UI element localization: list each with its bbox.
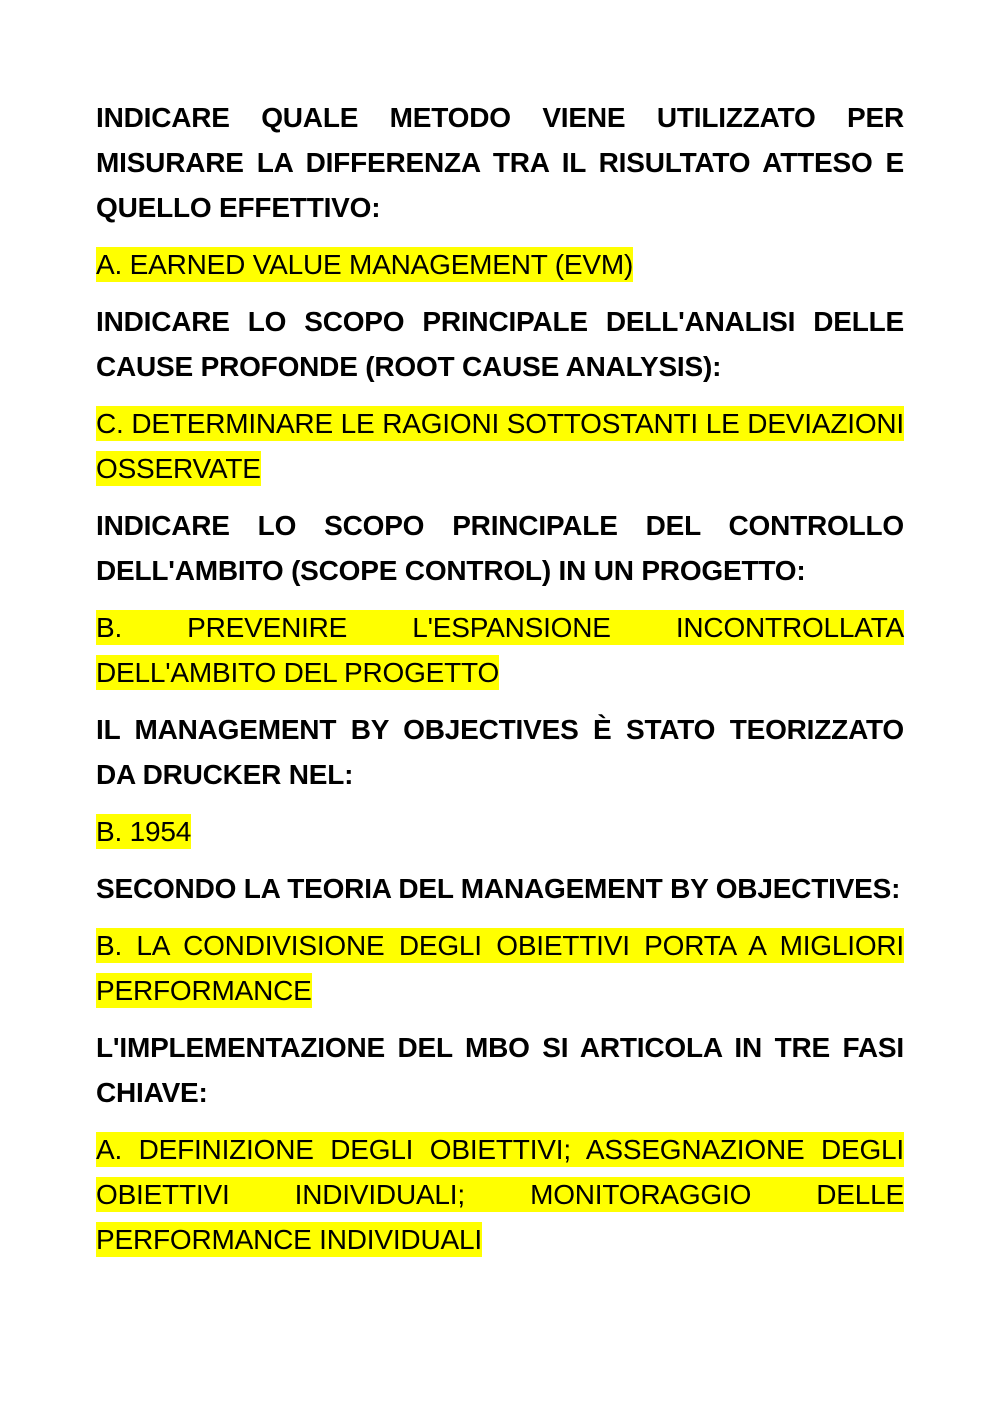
qa-item-5 — [96, 866, 904, 1013]
qa-item-3 — [96, 503, 904, 695]
question-text: L'IMPLEMENTAZIONE DEL MBO SI ARTICOLA IN TRE FASI CHIAVE: — [96, 1032, 904, 1108]
answer-line — [96, 605, 904, 695]
question-text: SECONDO LA TEORIA DEL MANAGEMENT BY OBJECTIVES: — [96, 873, 901, 904]
highlighted-answer: A. EARNED VALUE MANAGEMENT (EVM) — [96, 249, 634, 280]
qa-item-4 — [96, 707, 904, 854]
question-text: IL MANAGEMENT BY OBJECTIVES È STATO TEORIZZATO DA DRUCKER NEL: — [96, 714, 904, 790]
answer-line — [96, 809, 904, 854]
question-text: INDICARE QUALE METODO VIENE UTILIZZATO PER MISURARE LA DIFFERENZA TRA IL RISULTATO ATTESO E QUELLO EFFETTIVO: — [96, 102, 904, 223]
answer-line — [96, 242, 904, 287]
document-page — [96, 95, 904, 1274]
highlighted-answer: B. PREVENIRE L'ESPANSIONE INCONTROLLATA DELL'AMBITO DEL PROGETTO — [96, 612, 904, 688]
qa-item-6 — [96, 1025, 904, 1262]
highlighted-answer: C. DETERMINARE LE RAGIONI SOTTOSTANTI LE DEVIAZIONI OSSERVATE — [96, 408, 904, 484]
qa-item-2 — [96, 299, 904, 491]
highlighted-answer: A. DEFINIZIONE DEGLI OBIETTIVI; ASSEGNAZIONE DEGLI OBIETTIVI INDIVIDUALI; MONITORAGGIO DELLE PERFORMANCE INDIVIDUALI — [96, 1134, 904, 1255]
qa-item-1 — [96, 95, 904, 287]
answer-line — [96, 1127, 904, 1262]
answer-line — [96, 401, 904, 491]
question-text: INDICARE LO SCOPO PRINCIPALE DELL'ANALISI DELLE CAUSE PROFONDE (ROOT CAUSE ANALYSIS): — [96, 306, 904, 382]
highlighted-answer: B. LA CONDIVISIONE DEGLI OBIETTIVI PORTA A MIGLIORI PERFORMANCE — [96, 930, 904, 1006]
answer-line — [96, 923, 904, 1013]
question-text: INDICARE LO SCOPO PRINCIPALE DEL CONTROLLO DELL'AMBITO (SCOPE CONTROL) IN UN PROGETTO: — [96, 510, 904, 586]
highlighted-answer: B. 1954 — [96, 816, 192, 847]
